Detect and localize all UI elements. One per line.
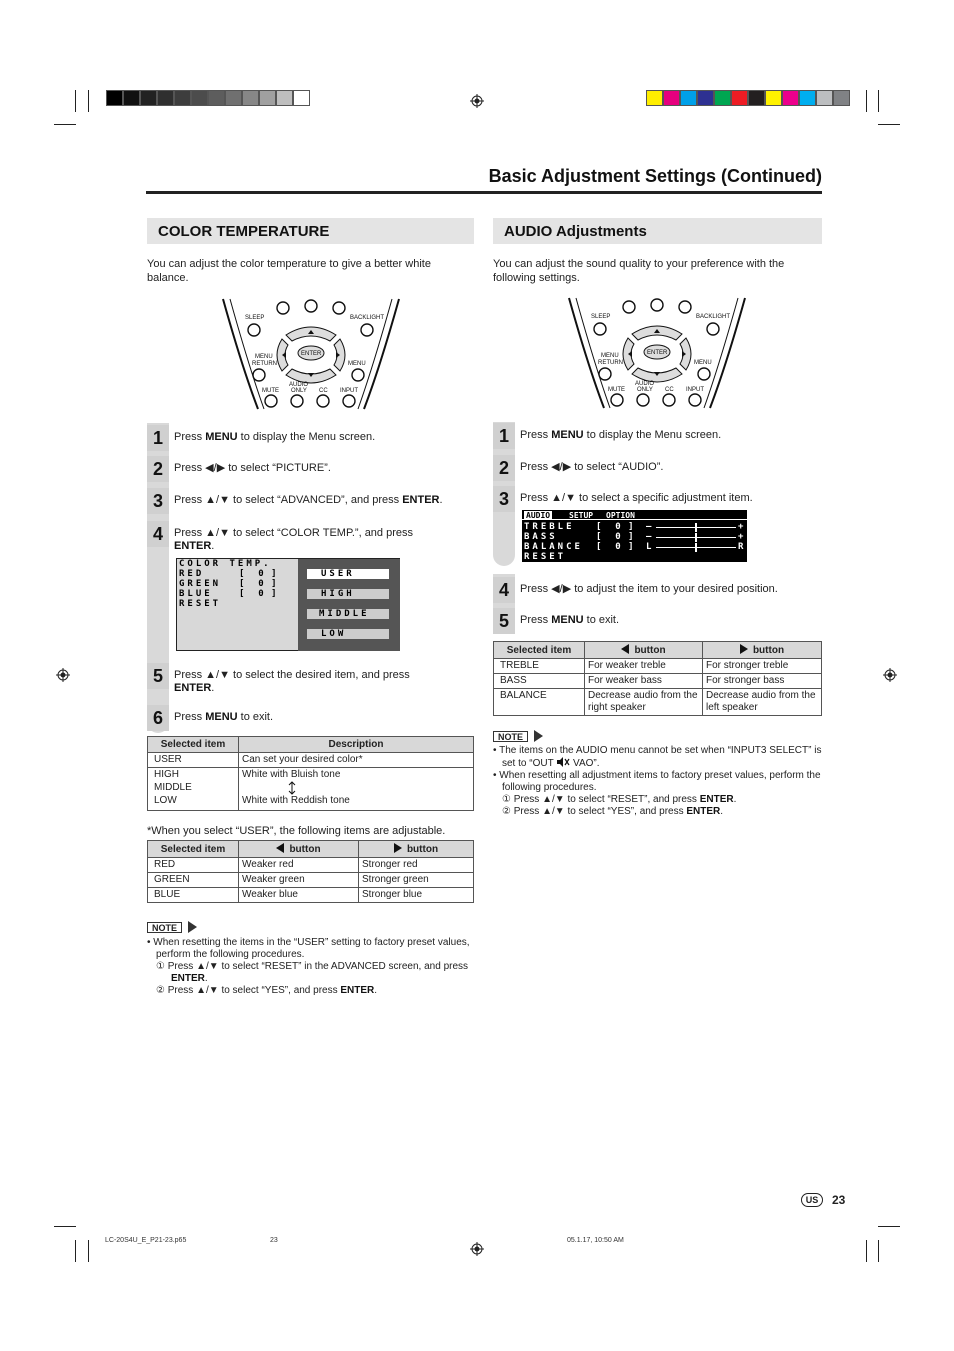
crop-mark — [54, 124, 76, 125]
note-arrow-icon — [188, 921, 197, 933]
color-swatch — [123, 90, 140, 106]
osd-slider-knob[interactable] — [695, 523, 697, 532]
color-swatch — [276, 90, 293, 106]
remote-label: MENU — [348, 361, 366, 367]
table-cell: Decrease audio from the left speaker — [703, 689, 822, 716]
section-heading-color-temperature: COLOR TEMPERATURE — [147, 218, 474, 244]
remote-label: AUDIO — [635, 381, 655, 387]
table-cell: Stronger red — [359, 858, 474, 873]
audio-adjust-table — [493, 641, 822, 716]
crop-mark — [75, 1240, 76, 1262]
osd-row-value: [ 0 ] — [596, 532, 635, 542]
color-temp-adjust-table — [147, 840, 474, 903]
remote-label: ENTER — [647, 350, 668, 356]
region-badge: US — [801, 1193, 823, 1207]
osd-range-high: + — [738, 532, 744, 542]
osd-range-high: R — [738, 542, 744, 552]
table-cell: RED — [148, 858, 239, 873]
color-swatch — [782, 90, 799, 106]
footer-file-page: 23 — [270, 1237, 278, 1244]
osd-row-label: GREEN — [179, 579, 222, 589]
remote-control-illustration — [566, 296, 748, 410]
step-number: 2 — [147, 456, 169, 482]
osd-row-label: BLUE — [179, 589, 213, 599]
desc-reddish: White with Reddish tone — [242, 795, 350, 806]
osd-row-label: RED — [179, 569, 205, 579]
audio-intro: You can adjust the sound quality to your preference with the following settings. — [493, 258, 785, 284]
table-cell: Weaker red — [239, 858, 359, 873]
color-swatch — [191, 90, 208, 106]
right-arrow-icon — [740, 644, 748, 654]
color-temp-intro: You can adjust the color temperature to give a better white balance. — [147, 258, 431, 284]
osd-slider-knob[interactable] — [695, 543, 697, 552]
step-text: Press ◀/▶ to select “PICTURE”. — [174, 462, 331, 474]
osd-range-high: + — [738, 522, 744, 532]
osd-row-value: [ 0 ] — [596, 522, 635, 532]
table-cell: For weaker bass — [585, 674, 703, 689]
color-swatch — [106, 90, 123, 106]
remote-label: ENTER — [301, 351, 322, 357]
step-text: Press ▲/▼ to select the desired item, and press ENTER. — [174, 669, 410, 694]
remote-label: RETURN — [252, 361, 277, 367]
table-header: Selected item — [148, 737, 239, 753]
crop-mark — [88, 90, 89, 112]
step-number: 2 — [493, 455, 515, 481]
crop-mark — [878, 1226, 900, 1227]
table-cell: BASS — [494, 674, 585, 689]
color-swatch — [765, 90, 782, 106]
osd-range-low: – — [646, 522, 652, 532]
table-row — [148, 888, 474, 903]
registration-mark-icon — [470, 1242, 484, 1256]
crop-mark — [88, 1240, 89, 1262]
color-swatch — [697, 90, 714, 106]
table-header: button — [239, 841, 359, 858]
table-cell: GREEN — [148, 873, 239, 888]
remote-label: MENU — [694, 360, 712, 366]
page-number: 23 — [832, 1193, 846, 1207]
remote-control-illustration — [220, 297, 402, 411]
remote-label: MUTE — [262, 388, 279, 394]
remote-label: AUDIO — [289, 382, 309, 388]
right-arrow-icon — [394, 843, 402, 853]
registration-mark-icon — [883, 668, 897, 682]
crop-mark — [866, 90, 867, 112]
left-arrow-icon — [276, 843, 284, 853]
footer-filename: LC-20S4U_E_P21-23.p65 — [105, 1237, 187, 1244]
color-swatch — [816, 90, 833, 106]
table-row — [148, 873, 474, 888]
color-swatch — [208, 90, 225, 106]
color-swatch — [714, 90, 731, 106]
note-arrow-icon — [534, 730, 543, 742]
footer-timestamp: 05.1.17, 10:50 AM — [567, 1237, 624, 1244]
color-swatch — [646, 90, 663, 106]
remote-label: BACKLIGHT — [350, 315, 385, 321]
remote-label: INPUT — [340, 388, 358, 394]
step-number: 4 — [493, 577, 515, 603]
osd-option-middle[interactable]: MIDDLE — [307, 609, 389, 619]
table-row — [494, 674, 822, 689]
color-swatch — [799, 90, 816, 106]
step-number: 5 — [493, 608, 515, 634]
remote-label: ONLY — [637, 387, 653, 393]
registration-mark-icon — [56, 668, 70, 682]
note-tag: NOTE — [493, 731, 528, 742]
user-asterisk-note: *When you select “USER”, the following items are adjustable. — [147, 825, 446, 837]
table-cell: Weaker blue — [239, 888, 359, 903]
step-number: 6 — [147, 705, 169, 731]
step-text: Press ▲/▼ to select a specific adjustment item. — [520, 492, 753, 504]
osd-option-high[interactable]: HIGH — [307, 589, 389, 599]
color-swatch — [680, 90, 697, 106]
registration-mark-icon — [470, 94, 484, 108]
table-header: Selected item — [494, 642, 585, 659]
color-swatch — [833, 90, 850, 106]
osd-row-value: [ 0 ] — [239, 579, 278, 589]
item-low: LOW — [154, 795, 177, 806]
crop-mark — [878, 90, 879, 112]
osd-row-label: BASS — [524, 532, 558, 542]
osd-option-low[interactable]: LOW — [307, 629, 389, 639]
osd-row-value: [ 0 ] — [239, 589, 278, 599]
note-tag: NOTE — [147, 922, 182, 933]
table-cell: Stronger blue — [359, 888, 474, 903]
audio-osd-screen — [522, 510, 747, 562]
step-number: 4 — [147, 521, 169, 547]
table-cell: BLUE — [148, 888, 239, 903]
table-row — [148, 858, 474, 873]
osd-row-label: RESET — [524, 552, 567, 562]
color-swatch — [174, 90, 191, 106]
crop-mark — [75, 90, 76, 112]
audio-note: • The items on the AUDIO menu cannot be set when “INPUT3 SELECT” is set to “OUT VAO”. • When resetting all adjustment items to factory preset values, perform the following procedures. ① Press ▲/▼ to select “RESET”, and press ENTER. ② Press ▲/▼ to select “YES”, and press ENTER. — [493, 745, 822, 817]
table-cell: Decrease audio from the right speaker — [585, 689, 703, 716]
table-cell: For weaker treble — [585, 659, 703, 674]
table-row — [494, 689, 822, 716]
table-cell — [148, 768, 239, 811]
double-arrow-icon — [288, 781, 296, 795]
remote-label: MENU — [601, 353, 619, 359]
osd-option-user[interactable]: USER — [307, 569, 389, 579]
page-title: Basic Adjustment Settings (Continued) — [488, 166, 822, 186]
remote-label: SLEEP — [245, 315, 265, 321]
section-heading-audio: AUDIO Adjustments — [493, 218, 822, 244]
color-swatch — [140, 90, 157, 106]
osd-range-low: L — [646, 542, 652, 552]
remote-label: ONLY — [291, 388, 307, 394]
table-cell: TREBLE — [494, 659, 585, 674]
color-swatch — [293, 90, 310, 106]
remote-label: RETURN — [598, 360, 623, 366]
color-temp-osd-screen — [176, 558, 400, 651]
left-arrow-icon — [621, 644, 629, 654]
remote-label: INPUT — [686, 387, 704, 393]
step-number: 1 — [147, 425, 169, 451]
osd-row-value: [ 0 ] — [239, 569, 278, 579]
osd-row-label: TREBLE — [524, 522, 575, 532]
table-cell: Stronger green — [359, 873, 474, 888]
table-header: Selected item — [148, 841, 239, 858]
table-header: button — [703, 642, 822, 659]
osd-range-low: – — [646, 532, 652, 542]
table-cell: Weaker green — [239, 873, 359, 888]
step-text: Press ▲/▼ to select “ADVANCED”, and press ENTER. — [174, 494, 443, 506]
color-swatch — [663, 90, 680, 106]
step-text: Press ▲/▼ to select “COLOR TEMP.”, and press ENTER. — [174, 527, 413, 552]
step-text: Press MENU to display the Menu screen. — [174, 431, 376, 443]
table-cell: USER — [148, 753, 239, 768]
remote-label: SLEEP — [591, 314, 611, 320]
remote-label: CC — [319, 388, 328, 394]
crop-mark — [866, 1240, 867, 1262]
osd-title: COLOR TEMP. — [179, 559, 272, 569]
crop-mark — [54, 1226, 76, 1227]
remote-label: CC — [665, 387, 674, 393]
step-number: 3 — [493, 486, 515, 512]
color-swatch — [242, 90, 259, 106]
item-high: HIGH — [154, 769, 179, 780]
osd-slider-knob[interactable] — [695, 533, 697, 542]
color-swatch — [748, 90, 765, 106]
osd-row-label: RESET — [179, 599, 222, 609]
step-text: Press MENU to display the Menu screen. — [520, 429, 722, 441]
remote-label: BACKLIGHT — [696, 314, 731, 320]
table-header: button — [359, 841, 474, 858]
table-header: Description — [239, 737, 474, 753]
step-number: 3 — [147, 488, 169, 514]
osd-row-label: BALANCE — [524, 542, 583, 552]
step-text: Press MENU to exit. — [520, 614, 620, 626]
step-text: Press ◀/▶ to select “AUDIO”. — [520, 461, 664, 473]
osd-tab-audio[interactable]: AUDIO — [526, 511, 551, 520]
osd-row-value: [ 0 ] — [596, 542, 635, 552]
table-cell: For stronger treble — [703, 659, 822, 674]
step-number: 1 — [493, 423, 515, 449]
remote-label: MUTE — [608, 387, 625, 393]
color-swatch — [259, 90, 276, 106]
mute-speaker-icon — [556, 757, 570, 767]
step-text: Press MENU to exit. — [174, 711, 274, 723]
title-rule — [146, 191, 822, 194]
crop-mark — [878, 124, 900, 125]
table-cell: BALANCE — [494, 689, 585, 716]
table-cell: For stronger bass — [703, 674, 822, 689]
table-cell — [239, 768, 474, 811]
color-temp-description-table — [147, 736, 474, 811]
table-cell: Can set your desired color* — [239, 753, 474, 768]
crop-mark — [878, 1240, 879, 1262]
remote-label: MENU — [255, 354, 273, 360]
color-swatch — [157, 90, 174, 106]
item-middle: MIDDLE — [154, 782, 192, 793]
color-temp-note: • When resetting the items in the “USER” setting to factory preset values, perform the following procedures. ① Press ▲/▼ to select “RESET” in the ADVANCED screen, and press ENTER. ② Press ▲/▼ to select “YES”, and press ENTER. — [147, 937, 470, 996]
osd-tab-setup[interactable]: SETUP — [569, 511, 594, 520]
table-header: button — [585, 642, 703, 659]
color-swatch — [225, 90, 242, 106]
desc-bluish: White with Bluish tone — [242, 769, 341, 780]
table-row — [494, 659, 822, 674]
osd-tab-option[interactable]: OPTION — [606, 511, 635, 520]
step-text: Press ◀/▶ to adjust the item to your desired position. — [520, 583, 778, 595]
color-swatch — [731, 90, 748, 106]
step-number: 5 — [147, 663, 169, 689]
